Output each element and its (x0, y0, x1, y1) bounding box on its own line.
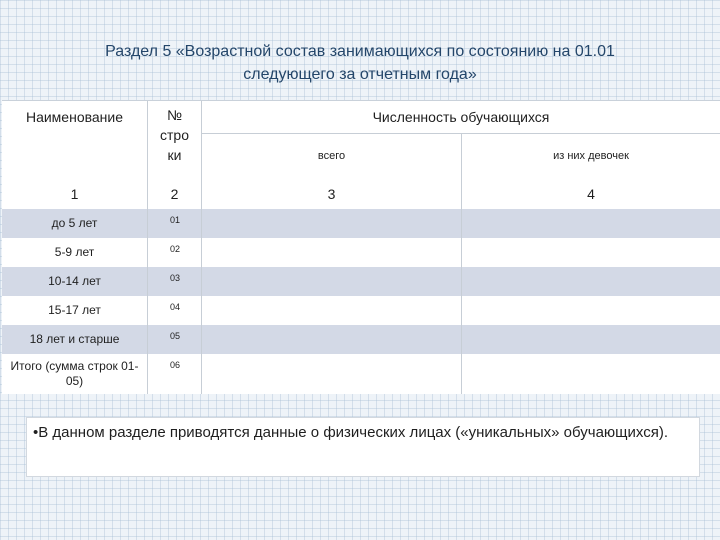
table-header-row (2, 101, 720, 179)
header-row-number (148, 101, 202, 179)
header-row-number-line3: ки (167, 147, 182, 163)
row-label: 18 лет и старше (2, 325, 148, 354)
row-total-cell[interactable] (202, 325, 462, 354)
row-total-cell[interactable] (202, 209, 462, 238)
column-number-row (2, 179, 720, 209)
row-girls-cell[interactable] (462, 238, 720, 267)
row-code: 03 (148, 267, 202, 296)
column-number-3: 3 (202, 179, 462, 209)
note-box (26, 417, 700, 477)
table-row-total (2, 354, 720, 394)
row-total-cell[interactable] (202, 238, 462, 267)
section-title-line1: Раздел 5 «Возрастной состав занимающихся по состоянию на 01.01 (105, 43, 615, 60)
row-label: до 5 лет (2, 209, 148, 238)
row-total-cell[interactable] (202, 354, 462, 394)
row-code: 02 (148, 238, 202, 267)
table-row (2, 238, 720, 267)
row-code: 04 (148, 296, 202, 325)
header-name: Наименование (2, 101, 148, 179)
table-row (2, 296, 720, 325)
column-number-4: 4 (587, 186, 595, 202)
column-number-2: 2 (148, 179, 202, 209)
row-girls-cell[interactable] (462, 325, 720, 354)
header-total: всего (202, 133, 462, 179)
section-title (40, 40, 680, 86)
table-row (2, 209, 720, 238)
table-row (2, 325, 720, 354)
row-total-cell[interactable] (202, 267, 462, 296)
column-number-1: 1 (2, 179, 148, 209)
row-total-cell[interactable] (202, 296, 462, 325)
row-girls-cell[interactable] (462, 296, 720, 325)
table-row (2, 267, 720, 296)
header-girls: из них девочек (553, 150, 629, 162)
age-table (2, 100, 720, 394)
header-row-number-line2: стро (160, 127, 189, 143)
row-label: 10-14 лет (2, 267, 148, 296)
row-girls-cell[interactable] (462, 267, 720, 296)
row-girls-cell[interactable] (462, 209, 720, 238)
row-girls-cell[interactable] (462, 354, 720, 394)
header-students-count: Численность обучающихся (202, 101, 720, 134)
note-text: •В данном разделе приводятся данные о физических лицах («уникальных» обучающихся). (33, 424, 669, 441)
row-label: Итого (сумма строк 01-05) (2, 354, 148, 394)
header-row-number-line1: № (166, 107, 183, 123)
row-label: 15-17 лет (2, 296, 148, 325)
row-code: 05 (148, 325, 202, 354)
row-label: 5-9 лет (2, 238, 148, 267)
row-code: 06 (148, 354, 202, 394)
row-code: 01 (148, 209, 202, 238)
section-title-line2: следующего за отчетным года» (243, 66, 477, 83)
